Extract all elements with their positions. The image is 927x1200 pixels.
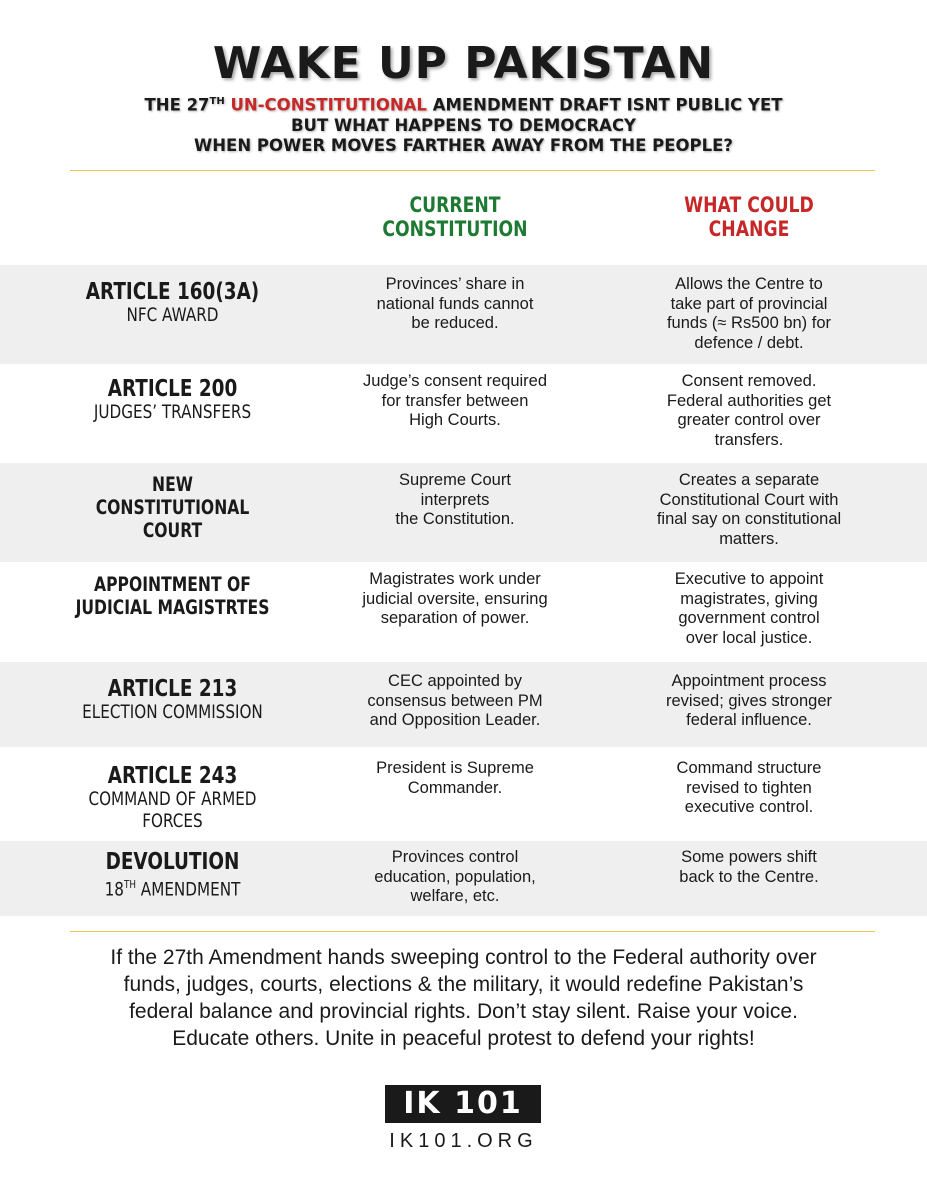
amendment-ordinal: TH	[123, 878, 136, 891]
current-constitution-text: Supreme Court interprets the Constitution.	[395, 471, 515, 528]
table-row-article-160	[0, 265, 927, 364]
current-constitution-text: Provinces control education, population, welfare, etc.	[374, 848, 536, 905]
table-row-article-213	[0, 662, 927, 747]
column-header-change-line-2: CHANGE	[708, 217, 790, 241]
what-could-change-text: Some powers shift back to the Centre.	[679, 848, 819, 886]
subtitle-highlight: UN-CONSTITUTIONAL	[230, 95, 427, 115]
page-title: WAKE UP PAKISTAN	[212, 38, 715, 89]
article-name-line-2: CONSTITUTIONAL	[95, 496, 250, 519]
article-cell	[0, 377, 345, 423]
article-cell	[0, 473, 345, 542]
subtitle-prefix: THE 27	[144, 95, 210, 115]
top-divider	[70, 170, 875, 171]
article-subtitle-line-2: FORCES	[142, 810, 203, 832]
call-to-action-text: If the 27th Amendment hands sweeping control to the Federal authority over funds, judges, courts, elections & the military, it would redefine Pakistan’s federal balance and provincial rights. Don’t stay silent. Raise your voice. Educate others. Unite in peaceful protest to defend your rights!	[110, 946, 817, 1050]
subtitle-ordinal: TH	[209, 96, 225, 107]
ik101-logo	[385, 1085, 541, 1123]
current-constitution-text: Provinces’ share in national funds cannot be reduced.	[376, 275, 534, 332]
column-header-change	[642, 193, 855, 241]
subtitle-suffix: AMENDMENT DRAFT ISNT PUBLIC YET	[432, 95, 783, 115]
article-name: ARTICLE 200	[107, 376, 238, 402]
page-subtitle	[0, 92, 927, 156]
subtitle-line-1	[0, 92, 927, 116]
bottom-divider	[70, 931, 875, 932]
table-row-devolution	[0, 841, 927, 916]
what-could-change-text: Creates a separate Constitutional Court with final say on constitutional matters.	[656, 471, 842, 548]
what-could-change-text: Consent removed. Federal authorities get greater control over transfers.	[666, 372, 832, 449]
article-cell	[0, 573, 345, 619]
what-could-change-text: Appointment process revised; gives stronger federal influence.	[666, 672, 832, 729]
article-name-line-1: APPOINTMENT OF	[94, 573, 251, 596]
column-header-change-line-1: WHAT COULD	[684, 193, 814, 217]
article-cell	[0, 280, 345, 326]
article-name-line-3: COURT	[142, 519, 203, 542]
table-row-constitutional-court	[0, 463, 927, 562]
article-subtitle-line-1: COMMAND OF ARMED	[88, 788, 257, 810]
article-subtitle	[35, 874, 311, 900]
article-cell	[0, 850, 345, 900]
article-name: ARTICLE 243	[107, 763, 238, 789]
article-name: ARTICLE 213	[107, 676, 238, 702]
article-name: DEVOLUTION	[105, 849, 240, 875]
table-row-article-243	[0, 747, 927, 841]
article-subtitle: ELECTION COMMISSION	[82, 701, 263, 723]
article-subtitle: NFC AWARD	[126, 304, 219, 326]
column-header-current-line-1: CURRENT	[409, 193, 501, 217]
article-name-line-1: NEW	[152, 473, 193, 496]
amendment-number: 18	[104, 878, 124, 901]
table-row-judicial-magistrates	[0, 562, 927, 662]
article-cell	[0, 764, 345, 832]
what-could-change-text: Allows the Centre to take part of provincial funds (≈ Rs500 bn) for defence / debt.	[666, 275, 832, 352]
what-could-change-text: Command structure revised to tighten executive control.	[676, 759, 822, 816]
website-url: IK101.ORG	[389, 1130, 538, 1152]
article-subtitle: JUDGES’ TRANSFERS	[93, 401, 252, 423]
current-constitution-text: Magistrates work under judicial oversite, ensuring separation of power.	[362, 570, 548, 627]
table-row-article-200	[0, 364, 927, 463]
subtitle-line-3: WHEN POWER MOVES FARTHER AWAY FROM THE PEOPLE?	[194, 135, 733, 155]
current-constitution-text: President is Supreme Commander.	[376, 759, 534, 797]
column-header-current-line-2: CONSTITUTION	[382, 217, 528, 241]
what-could-change-text: Executive to appoint magistrates, giving government control over local justice.	[674, 570, 824, 647]
subtitle-line-2: BUT WHAT HAPPENS TO DEMOCRACY	[290, 115, 637, 135]
article-name-line-2: JUDICIAL MAGISTRTES	[75, 596, 270, 619]
logo-text: IK 101	[403, 1086, 523, 1121]
column-header-current	[348, 193, 561, 241]
amendment-label: AMENDMENT	[135, 878, 241, 901]
current-constitution-text: CEC appointed by consensus between PM and Opposition Leader.	[367, 672, 543, 729]
article-cell	[0, 677, 345, 723]
current-constitution-text: Judge’s consent required for transfer between High Courts.	[362, 372, 548, 429]
article-name: ARTICLE 160(3A)	[85, 279, 260, 305]
